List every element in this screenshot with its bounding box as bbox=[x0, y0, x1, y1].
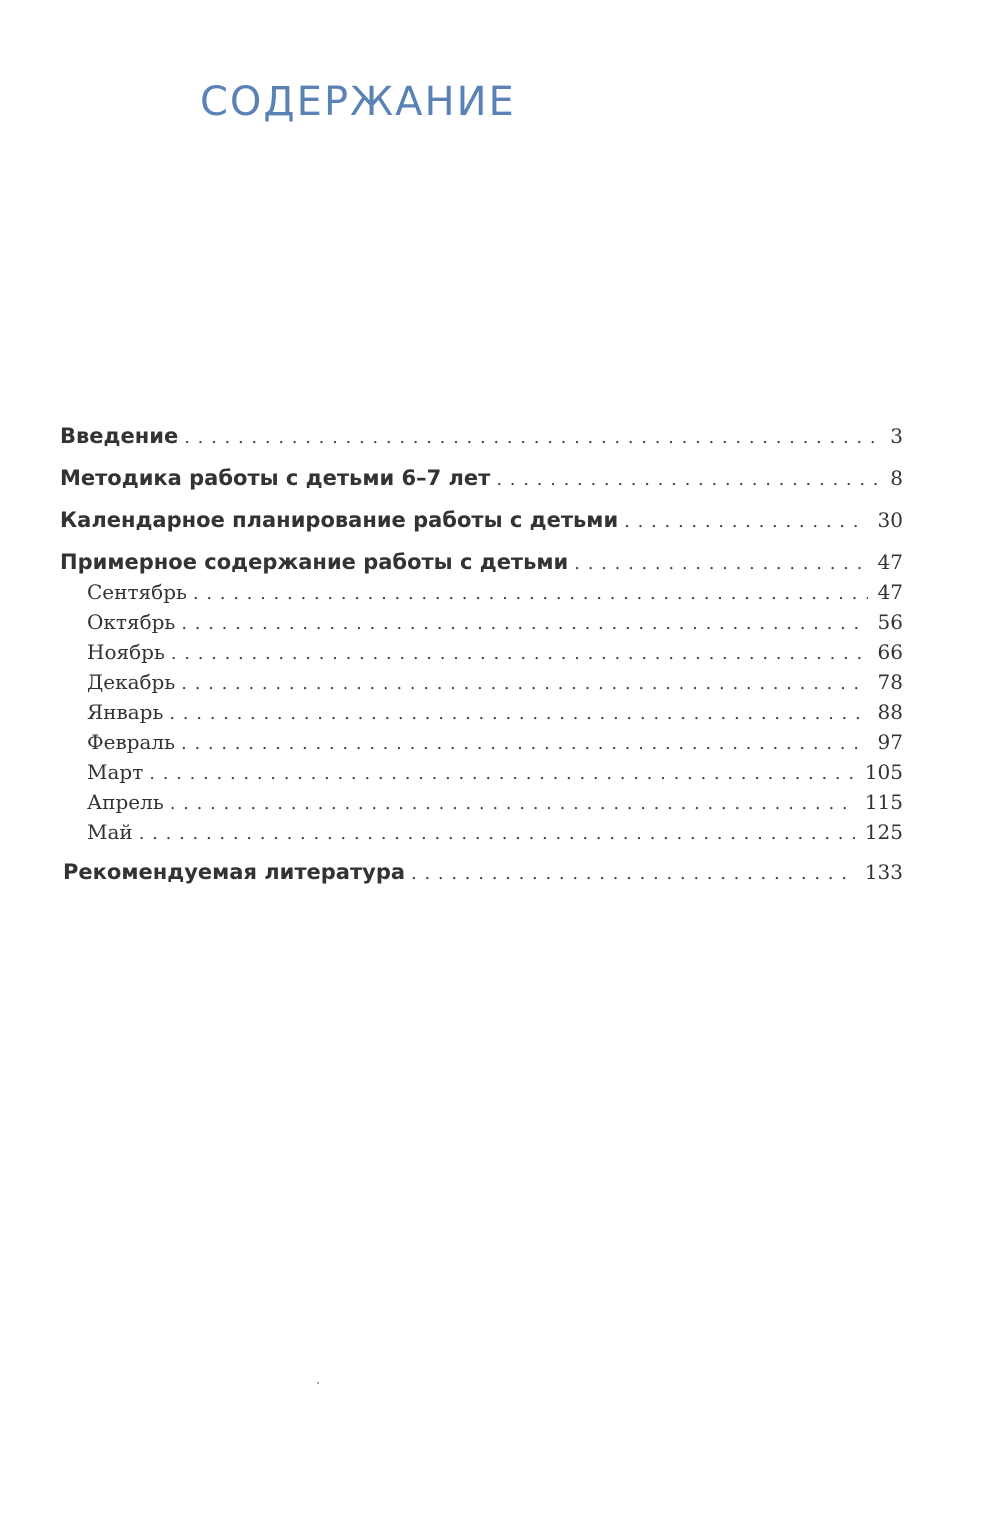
toc-subentry-label: Март bbox=[87, 760, 144, 784]
dot-leader bbox=[170, 793, 855, 814]
toc-subentry-label: Май bbox=[87, 820, 133, 844]
toc-entry[interactable] bbox=[60, 550, 903, 580]
toc-entry-page: 8 bbox=[890, 466, 903, 490]
dot-leader bbox=[169, 703, 867, 724]
toc-subentry-label: Февраль bbox=[87, 730, 176, 754]
toc-entry-page: 3 bbox=[890, 424, 903, 448]
toc-subentry-label: Сентябрь bbox=[87, 580, 187, 604]
dot-leader bbox=[171, 643, 868, 664]
dot-leader bbox=[411, 863, 855, 884]
toc-subentry-november[interactable] bbox=[60, 640, 903, 670]
toc-entry-label: Введение bbox=[60, 424, 179, 448]
dot-leader bbox=[181, 733, 868, 754]
toc-subentry-october[interactable] bbox=[60, 610, 903, 640]
dot-leader bbox=[574, 553, 867, 574]
dot-leader bbox=[193, 583, 868, 604]
toc-entry[interactable] bbox=[60, 508, 903, 538]
toc-subentry-page: 66 bbox=[877, 640, 903, 664]
toc-entry-literature[interactable] bbox=[60, 860, 903, 890]
toc-entry-label: Методика работы с детьми 6–7 лет bbox=[60, 466, 491, 490]
toc-subentry-page: 105 bbox=[864, 760, 903, 784]
toc-subentry-label: Ноябрь bbox=[87, 640, 165, 664]
print-speck bbox=[317, 1382, 319, 1384]
table-of-contents bbox=[60, 424, 903, 902]
dot-leader bbox=[139, 823, 855, 844]
toc-subentry-february[interactable] bbox=[60, 730, 903, 760]
toc-subentry-march[interactable] bbox=[60, 760, 903, 790]
dot-leader bbox=[181, 613, 867, 634]
toc-subentry-label: Апрель bbox=[87, 790, 164, 814]
dot-leader bbox=[496, 469, 880, 490]
toc-subentry-april[interactable] bbox=[60, 790, 903, 820]
toc-entry-label: Примерное содержание работы с детьми bbox=[60, 550, 569, 574]
toc-entry-label: Календарное планирование работы с детьми bbox=[60, 508, 619, 532]
toc-subentry-page: 88 bbox=[877, 700, 903, 724]
toc-subentry-page: 56 bbox=[877, 610, 903, 634]
toc-subentry-december[interactable] bbox=[60, 670, 903, 700]
toc-subentry-may[interactable] bbox=[60, 820, 903, 850]
dot-leader bbox=[181, 673, 867, 694]
toc-entry-page: 30 bbox=[877, 508, 903, 532]
toc-subentry-page: 47 bbox=[877, 580, 903, 604]
toc-subentry-label: Январь bbox=[87, 700, 164, 724]
toc-subentry-page: 115 bbox=[864, 790, 903, 814]
toc-subentry-label: Декабрь bbox=[87, 670, 176, 694]
dot-leader bbox=[184, 427, 880, 448]
toc-subentry-january[interactable] bbox=[60, 700, 903, 730]
page-title: СОДЕРЖАНИЕ bbox=[200, 79, 516, 125]
toc-entry[interactable] bbox=[60, 466, 903, 496]
toc-subentry-page: 78 bbox=[877, 670, 903, 694]
toc-subentry-page: 97 bbox=[877, 730, 903, 754]
toc-entry-page: 47 bbox=[877, 550, 903, 574]
dot-leader bbox=[624, 511, 867, 532]
toc-subentry-label: Октябрь bbox=[87, 610, 176, 634]
toc-entry-label: Рекомендуемая литература bbox=[63, 860, 406, 884]
dot-leader bbox=[149, 763, 855, 784]
toc-entry[interactable] bbox=[60, 424, 903, 454]
toc-subentry-september[interactable] bbox=[60, 580, 903, 610]
toc-entry-page: 133 bbox=[864, 860, 903, 884]
toc-subentry-page: 125 bbox=[864, 820, 903, 844]
